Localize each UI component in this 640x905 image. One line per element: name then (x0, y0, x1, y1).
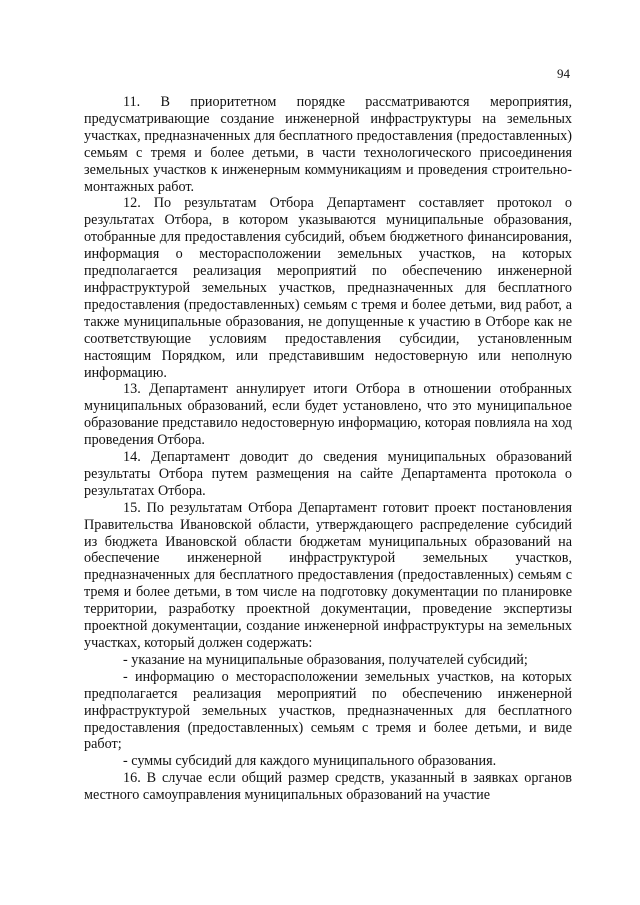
list-item-recipients: - указание на муниципальные образования, получателей субсидий; (123, 651, 528, 668)
paragraph-11: 11. В приоритетном порядке рассматриваются мероприятия, предусматривающие создание инженерной инфраструктуры на земельных участках, предназначенных для бесплатного предоставления (предоставленных) семьям с тремя и более детьми, в части технологического присоединения земельных участков к инженерным коммуникациям и проведения строительно-монтажных работ. (84, 94, 572, 195)
paragraph-12: 12. По результатам Отбора Департамент составляет протокол о результатах Отбора, в котором указываются муниципальные образования, отобранные для предоставления субсидий, объем бюджетного финансирования, информация о месторасположении земельных участков, на которых предполагается реализация мероприятий по обеспечению инженерной инфраструктурой земельных участков, предназначенных для бесплатного предоставления (предоставленных) семьям с тремя и более детьми, вид работ, а также муниципальные образования, не допущенные к участию в Отборе как не соответствующие условиям предоставления субсидии, установленным настоящим Порядком, или представившим недостоверную или неполную информацию. (84, 195, 572, 381)
paragraph-14: 14. Департамент доводит до сведения муниципальных образований результаты Отбора путем размещения на сайте Департамента протокола о результатах Отбора. (84, 449, 572, 499)
document-body (84, 94, 572, 804)
paragraph-15: 15. По результатам Отбора Департамент готовит проект постановления Правительства Ивановской области, утверждающего распределение субсидий из бюджета Ивановской области бюджетам муниципальных образований на обеспечение инженерной инфраструктурой земельных участков, предназначенных для бесплатного предоставления (предоставленных) семьям с тремя и более детьми, в том числе на подготовку документации по планировке территории, разработку проектной документации, проведение экспертизы проектной документации, создание инженерной инфраструктуры на земельных участках, который должен содержать: (84, 499, 572, 651)
list-item-subsidy-amounts: - суммы субсидий для каждого муниципального образования. (123, 753, 497, 770)
paragraph-16: 16. В случае если общий размер средств, указанный в заявках органов местного самоуправления муниципальных образований на участие (84, 770, 572, 804)
list-item-location-info: - информацию о месторасположении земельных участков, на которых предполагается реализация мероприятий по обеспечению инженерной инфраструктурой земельных участков, предназначенных для бесплатного предоставления (предоставленных) семьям с тремя и более детьми, и виде работ; (84, 668, 572, 753)
page-number: 94 (557, 66, 570, 81)
paragraph-13: 13. Департамент аннулирует итоги Отбора в отношении отобранных муниципальных образований, если будет установлено, что это муниципальное образование представило недостоверную информацию, которая повлияла на ход проведения Отбора. (84, 381, 572, 449)
